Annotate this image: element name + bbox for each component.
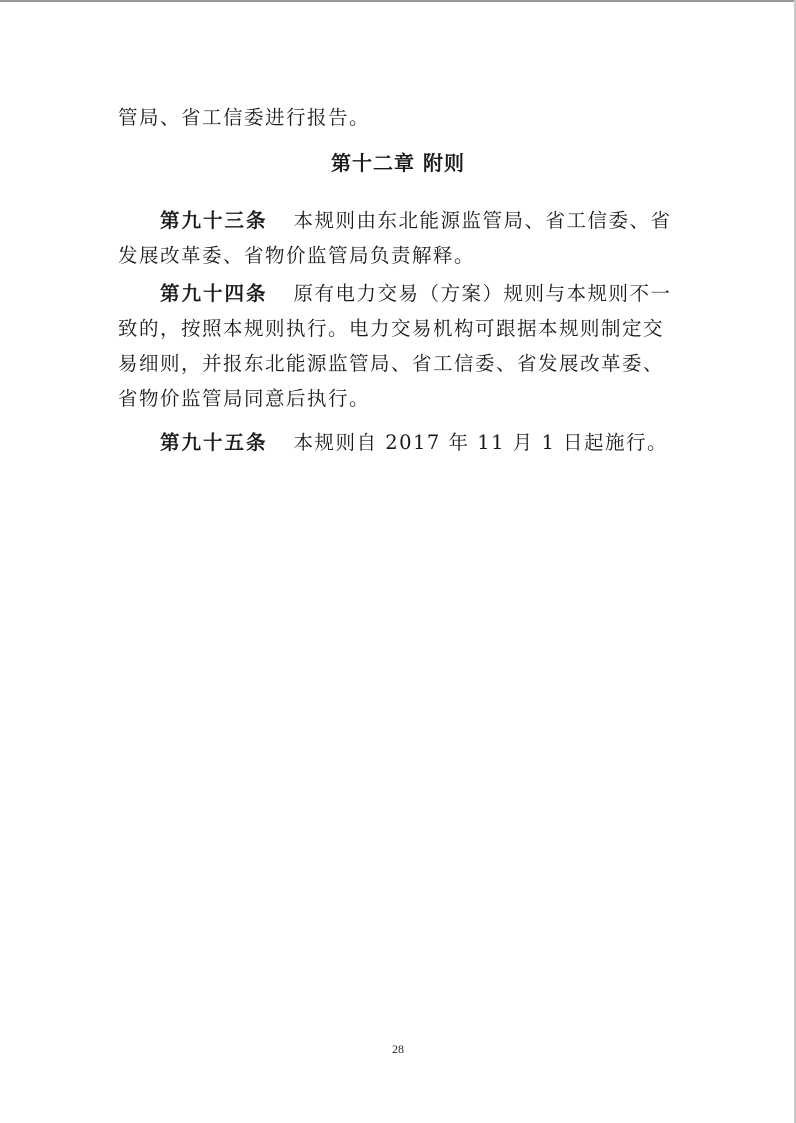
article-text: 本规则由东北能源监管局、省工信委、省: [293, 209, 672, 232]
article-text: 原有电力交易（方案）规则与本规则不一: [293, 282, 672, 305]
continued-line: 管局、省工信委进行报告。: [118, 106, 371, 129]
page-number: 28: [392, 1042, 404, 1056]
article-text: 本规则自 2017 年 11 月 1 日起施行。: [293, 431, 669, 454]
article-line: 致的，按照本规则执行。电力交易机构可跟据本规则制定交: [118, 317, 665, 340]
chapter-title: 第十二章 附则: [331, 151, 465, 175]
continued-paragraph: [118, 105, 678, 131]
top-edge-line: [0, 0, 796, 2]
article-line: 易细则，并报东北能源监管局、省工信委、省发展改革委、: [118, 352, 665, 375]
article-93: [118, 208, 678, 269]
article-line: 发展改革委、省物价监管局负责解释。: [118, 244, 476, 267]
article-number: 第九十三条: [160, 209, 268, 232]
article-number: 第九十五条: [160, 431, 268, 454]
article-95: [118, 430, 678, 456]
article-number: 第九十四条: [160, 282, 268, 305]
article-first-line: [118, 430, 678, 456]
article-first-line: [118, 208, 678, 234]
article-94: [118, 281, 678, 412]
article-line: 省物价监管局同意后执行。: [118, 387, 371, 410]
article-first-line: [118, 281, 678, 307]
